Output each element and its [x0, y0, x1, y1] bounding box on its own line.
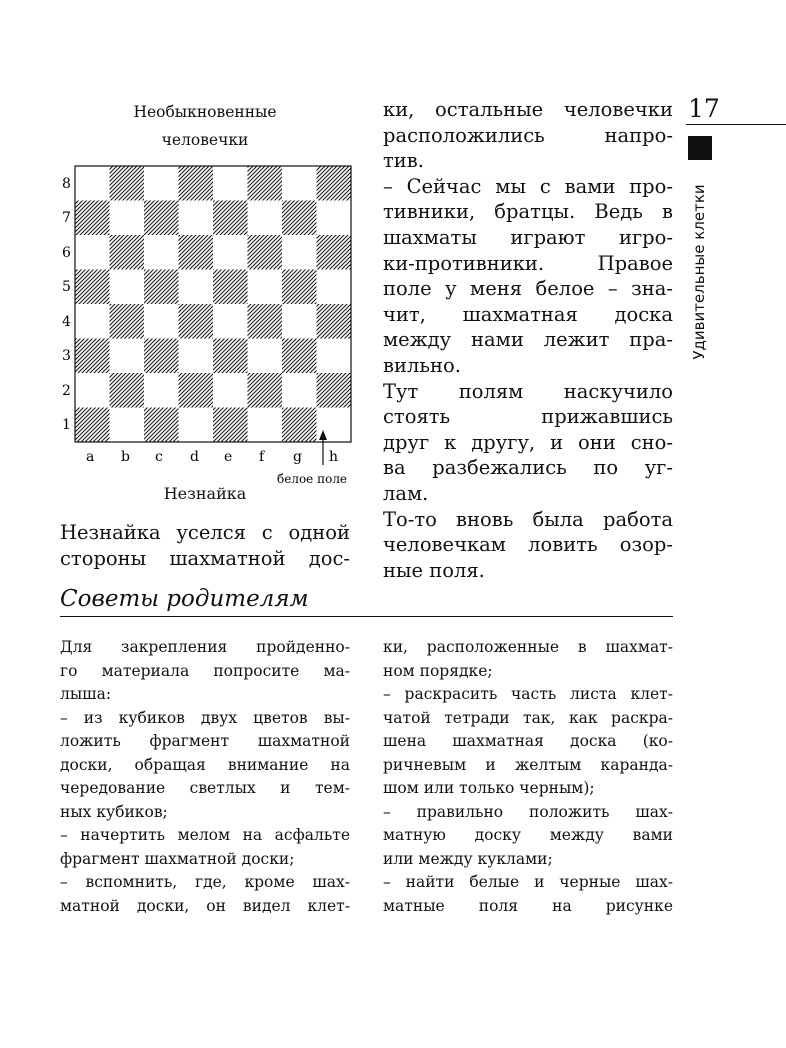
dark-square	[282, 201, 317, 236]
text-line: ва разбежались по уг-	[383, 456, 673, 480]
text-line: стороны шахматной дос-	[60, 546, 350, 570]
dark-square	[110, 373, 145, 408]
side-tab-label: Удивительные клетки	[690, 184, 708, 360]
file-labels	[86, 449, 338, 465]
light-square	[282, 235, 317, 270]
light-square	[179, 339, 214, 374]
light-square	[110, 339, 145, 374]
rank-label: 5	[62, 279, 71, 295]
light-square	[317, 339, 352, 374]
dark-square	[317, 304, 352, 339]
dark-square	[179, 235, 214, 270]
light-square	[213, 373, 248, 408]
dark-square	[110, 304, 145, 339]
file-label: a	[86, 449, 95, 465]
text-line: ном порядке;	[383, 661, 493, 680]
dark-square	[317, 373, 352, 408]
text-line: ричневым и желтым каранда-	[383, 755, 673, 774]
figure-top-caption-line: Необыкновенные	[133, 103, 277, 121]
text-line: – найти белые и черные шах-	[383, 873, 673, 891]
light-square	[110, 201, 145, 236]
rank-labels	[62, 176, 71, 433]
text-line: – Сейчас мы с вами про-	[383, 174, 673, 198]
text-line: – из кубиков двух цветов вы-	[60, 708, 350, 727]
light-square	[317, 270, 352, 305]
text-line: – раскрасить часть листа клет-	[383, 685, 673, 703]
dark-square	[282, 270, 317, 305]
file-label: c	[155, 449, 163, 465]
text-line: вильно.	[383, 353, 461, 377]
light-square	[110, 270, 145, 305]
text-line: То-то вновь была работа	[383, 507, 673, 531]
file-label: e	[224, 449, 233, 465]
dark-square	[75, 408, 110, 443]
dark-square	[282, 339, 317, 374]
section-tab-marker	[688, 136, 712, 160]
text-line: матные поля на рисунке	[383, 896, 673, 915]
light-square	[144, 304, 179, 339]
section-rule	[60, 616, 673, 617]
white-square-label: белое поле	[277, 472, 348, 486]
light-square	[282, 166, 317, 201]
text-line: ные поля.	[383, 558, 485, 582]
file-label: b	[121, 449, 130, 465]
text-line: лам.	[383, 481, 429, 505]
text-line: ложить фрагмент шахматной	[60, 732, 350, 750]
light-square	[75, 304, 110, 339]
dark-square	[248, 235, 283, 270]
left-story-text	[60, 520, 350, 571]
rank-label: 7	[62, 210, 71, 226]
dark-square	[317, 235, 352, 270]
light-square	[144, 235, 179, 270]
dark-square	[75, 270, 110, 305]
dark-square	[248, 166, 283, 201]
text-line: матной доски, он видел клет-	[60, 896, 350, 915]
text-line: чатой тетради так, как раскра-	[383, 708, 673, 727]
rank-label: 8	[62, 176, 71, 192]
header-rule	[686, 124, 786, 125]
text-line: шом или только черным);	[383, 779, 595, 797]
tips-right-text	[383, 636, 673, 918]
text-line: доски, обращая внимание на	[60, 755, 350, 774]
rank-label: 6	[62, 245, 71, 261]
figure-top-caption-line: человечки	[161, 131, 249, 149]
dark-square	[75, 201, 110, 236]
light-square	[75, 235, 110, 270]
text-line: человечкам ловить озор-	[383, 533, 673, 557]
dark-square	[213, 201, 248, 236]
text-line: шахматы играют игро-	[383, 225, 673, 249]
text-line: Незнайка уселся с одной	[60, 521, 350, 544]
light-square	[179, 201, 214, 236]
light-square	[282, 304, 317, 339]
text-line: ных кубиков;	[60, 802, 168, 821]
light-square	[110, 408, 145, 443]
light-square	[179, 408, 214, 443]
file-label: h	[329, 449, 339, 465]
board-squares	[75, 166, 351, 442]
dark-square	[248, 304, 283, 339]
light-square	[213, 304, 248, 339]
figure-top-caption	[95, 98, 315, 154]
light-square	[75, 166, 110, 201]
page-number: 17	[688, 94, 720, 123]
light-square	[144, 373, 179, 408]
file-label: d	[190, 449, 199, 465]
text-line: тивники, братцы. Ведь в	[383, 200, 673, 224]
dark-square	[179, 166, 214, 201]
dark-square	[282, 408, 317, 443]
light-square	[179, 270, 214, 305]
text-line: чит, шахматная доска	[383, 302, 673, 326]
dark-square	[144, 201, 179, 236]
text-line: Тут полям наскучило	[383, 379, 673, 403]
dark-square	[213, 408, 248, 443]
light-square	[317, 201, 352, 236]
rank-label: 2	[62, 383, 71, 399]
figure-bottom-caption: Незнайка	[163, 484, 247, 503]
light-square	[144, 166, 179, 201]
chessboard-figure	[55, 160, 360, 505]
dark-square	[110, 166, 145, 201]
text-line: друг к другу, и они сно-	[383, 430, 673, 454]
dark-square	[213, 339, 248, 374]
light-square	[248, 270, 283, 305]
dark-square	[75, 339, 110, 374]
light-square	[248, 201, 283, 236]
text-line: поле у меня белое – зна-	[383, 277, 673, 301]
text-line: го материала попросите ма-	[60, 661, 350, 680]
text-line: лыша:	[60, 685, 112, 703]
text-line: между нами лежит пра-	[383, 328, 673, 352]
text-line: тив.	[383, 149, 424, 173]
text-line: чередование светлых и тем-	[60, 779, 350, 797]
light-square	[75, 373, 110, 408]
light-square	[248, 339, 283, 374]
dark-square	[144, 408, 179, 443]
text-line: ки-противники. Правое	[383, 251, 673, 275]
tips-left-text	[60, 636, 350, 918]
light-square	[248, 408, 283, 443]
text-line: матную доску между вами	[383, 826, 673, 844]
file-label: g	[293, 449, 302, 465]
text-line: фрагмент шахматной доски;	[60, 849, 295, 868]
section-title: Советы родителям	[60, 586, 309, 612]
dark-square	[179, 304, 214, 339]
text-line: ки, расположенные в шахмат-	[383, 638, 673, 656]
text-line: стоять прижавшись	[383, 405, 673, 429]
text-line: – правильно положить шах-	[383, 802, 673, 821]
text-line: расположились напро-	[383, 123, 673, 147]
rank-label: 1	[62, 417, 71, 433]
text-line: ки, остальные человечки	[383, 98, 673, 121]
text-line: – вспомнить, где, кроме шах-	[60, 873, 350, 891]
file-label: f	[259, 449, 265, 465]
dark-square	[179, 373, 214, 408]
rank-label: 4	[62, 314, 71, 330]
right-story-text	[383, 97, 673, 583]
light-square	[213, 235, 248, 270]
text-line: или между куклами;	[383, 849, 553, 868]
dark-square	[144, 270, 179, 305]
light-square	[282, 373, 317, 408]
text-line: шена шахматная доска (ко-	[383, 732, 673, 750]
text-line: – начертить мелом на асфальте	[60, 826, 350, 844]
dark-square	[110, 235, 145, 270]
dark-square	[317, 166, 352, 201]
text-line: Для закрепления пройденно-	[60, 638, 350, 656]
light-square	[213, 166, 248, 201]
dark-square	[248, 373, 283, 408]
rank-label: 3	[62, 348, 71, 364]
dark-square	[213, 270, 248, 305]
dark-square	[144, 339, 179, 374]
